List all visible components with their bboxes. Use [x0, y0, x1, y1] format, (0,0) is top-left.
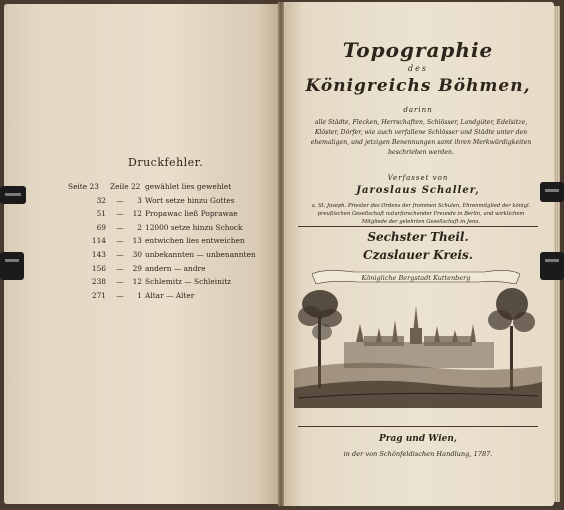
errata-line: 3	[137, 195, 142, 205]
errata-dash: —	[116, 222, 124, 232]
title-description: alle Städte, Flecken, Herrschaften, Schlösser, Landgüter, Edelsitze, Klöster, Dörfer, wie auch verfallene Schlösser und Städte unter den ehemaligen, und jetzigen Benennungen samt ihren Merkwürdigkeiten beschrieben werden.	[310, 119, 532, 156]
errata-line: 12	[132, 277, 142, 287]
errata-row	[68, 180, 273, 194]
errata-dash: —	[116, 277, 124, 287]
district-name: Czaslauer Kreis.	[363, 248, 473, 262]
title-des: des	[408, 64, 428, 73]
errata-text: Schlemitz — Schleinitz	[145, 277, 232, 287]
left-clip-bottom	[0, 252, 24, 280]
errata-row	[68, 262, 273, 276]
errata-text: Propawac ließ Poprawae	[145, 209, 238, 219]
errata-line: Zeile 22	[110, 182, 141, 191]
errata-text: 12000 setze hinzu Schock	[145, 222, 243, 232]
errata-line: 1	[137, 290, 142, 300]
errata-page: 156	[91, 263, 106, 273]
vignette-banner-text: Königliche Bergstadt Kuttenberg	[361, 274, 471, 282]
errata-row	[68, 234, 273, 248]
errata-line: 13	[132, 236, 142, 246]
publisher-place: Prag und Wien,	[378, 434, 458, 444]
errata-row	[68, 248, 273, 262]
divider-bottom	[298, 426, 538, 427]
author-description: a. St. Joseph. Priester des Ordens der frommen Schulen, Ehrenmitglied der königl. preußischen Gesellschaft naturforschender Freunde in Berlin, und wirklichem Mitgliede der gelehrten Gesellschaft in Jena.	[311, 203, 531, 226]
errata-page: 51	[96, 209, 106, 219]
errata-title: Druckfehler.	[128, 156, 204, 169]
errata-page: 238	[91, 277, 106, 287]
errata-page: 114	[91, 236, 106, 246]
author-name: Jaroslaus Schaller,	[356, 185, 480, 196]
errata-text: unbekannten — unbenannten	[145, 249, 256, 259]
errata-dash: —	[116, 236, 124, 246]
errata-line: 2	[137, 222, 142, 232]
errata-dash: —	[116, 290, 124, 300]
errata-line: 12	[132, 209, 142, 219]
left-clip-top	[0, 186, 26, 204]
errata-dash: —	[116, 209, 124, 219]
publisher-name: in der von Schönfeldischen Handlung, 1787.	[343, 450, 493, 458]
errata-dash: —	[116, 195, 124, 205]
errata-text: Altar — Alter	[145, 290, 195, 300]
errata-row	[68, 207, 273, 221]
title-koenigreich: Königreichs Böhmen,	[305, 76, 531, 96]
errata-row	[68, 289, 273, 303]
title-topographie: Topographie	[342, 38, 494, 62]
title-darinn: darinn	[403, 106, 433, 114]
errata-dash: —	[116, 249, 124, 259]
errata-line: 30	[132, 249, 142, 259]
title-page	[282, 2, 554, 506]
errata-page: 143	[91, 249, 106, 259]
errata-page: 32	[96, 195, 106, 205]
errata-page: Seite 23	[68, 182, 99, 191]
town-vignette-image	[294, 266, 542, 408]
errata-dash: —	[116, 263, 124, 273]
errata-text: andern — andre	[145, 263, 206, 273]
verfasset-von: Verfasset von	[387, 174, 449, 182]
part-number: Sechster Theil.	[367, 230, 469, 244]
errata-line: 29	[132, 263, 142, 273]
errata-text: entwichen lies entweichen	[145, 236, 245, 246]
errata-page: 271	[91, 290, 106, 300]
errata-page: 69	[96, 222, 106, 232]
errata-row	[68, 194, 273, 208]
errata-row	[68, 275, 273, 289]
divider-top	[298, 226, 538, 227]
errata-text: Wort setze hinzu Gottes	[145, 195, 235, 205]
errata-row	[68, 221, 273, 235]
errata-list	[68, 180, 273, 302]
errata-text: gewählet lies gewehlet	[145, 182, 232, 191]
